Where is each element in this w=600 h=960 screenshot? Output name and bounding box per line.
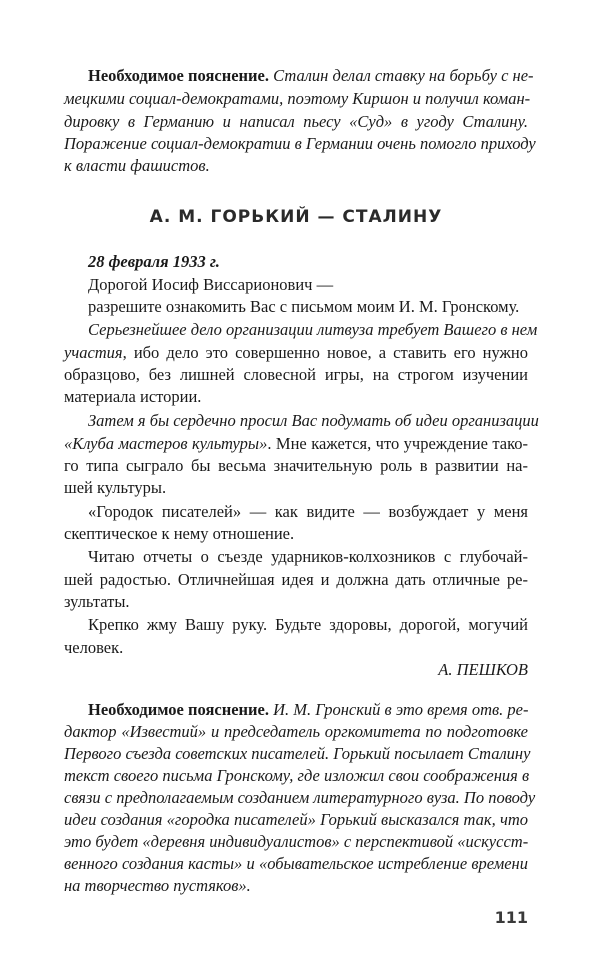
letter-date: 28 февраля 1933 г. — [88, 252, 220, 271]
signature: А. ПЕШКОВ — [438, 660, 528, 679]
note-label: Необходимое пояснение. — [88, 700, 269, 719]
letter-line: разрешите ознакомить Вас с письмом моим И. М. Гронскому. — [88, 297, 520, 316]
salutation: Дорогой Иосиф Виссарионович — — [88, 275, 334, 294]
note-label: Необходимое пояснение. — [88, 66, 269, 85]
page-number: 111 — [494, 908, 528, 927]
section-heading: А. М. ГОРЬКИЙ — СТАЛИНУ — [149, 207, 443, 227]
